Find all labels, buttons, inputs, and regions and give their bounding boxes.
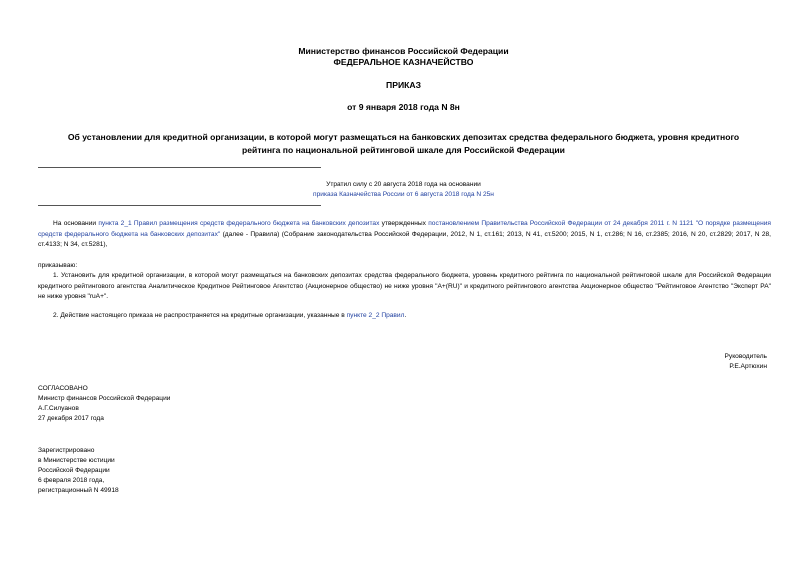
signatory-position: Руководитель	[724, 353, 767, 360]
order-item-2-end: .	[404, 312, 407, 319]
signatory-name: Р.Е.Артюхин	[729, 363, 767, 370]
status-divider	[38, 205, 321, 206]
title-divider	[38, 167, 321, 168]
registration-number: регистрационный N 49918	[38, 487, 119, 494]
status-repeal-link[interactable]: приказа Казначейства России от 6 августа 2018 года N 25н	[313, 191, 494, 198]
rules-point-2-2-link[interactable]: пункте 2_2 Правил	[346, 312, 405, 319]
approval-heading: СОГЛАСОВАНО	[38, 385, 88, 392]
registration-date: 6 февраля 2018 года,	[38, 477, 105, 484]
registration-line-1: Зарегистрировано	[38, 447, 95, 454]
preamble-paragraph	[38, 219, 771, 251]
registration-line-2: в Министерстве юстиции	[38, 457, 115, 464]
approval-name: А.Г.Силуанов	[38, 405, 79, 412]
order-item-1: 1. Установить для кредитной организации, в которой могут размещаться на банковских депозитах средства федерального бюджета, уровень кредитного рейтинга по национальной рейтинговой шкале для Российской Федерации кредитного рейтингового агентства Аналитическое Кредитное Рейтинговое Агентство (Акционерное общество) не ниже уровня "А+(RU)" и кредитного рейтингового агентства Акционерное общество "Рейтинговое Агентство "Эксперт РА" не ниже уровня "ruA+".	[38, 272, 771, 300]
preamble-text-1: На основании	[53, 220, 99, 227]
registration-line-3: Российской Федерации	[38, 467, 110, 474]
document-date-number: от 9 января 2018 года N 8н	[347, 102, 460, 112]
preamble-text-3: (далее - Правила) (Собрание законодательства Российской Федерации, 2012, N 1, ст.161; 2013, N 41, ст.5200; 2015, N 1, ст.286; N 16, ст.2385; 2016, N 20, ст.2829; 2017, N 28, ст.4133; N 34, ст.5281),	[38, 230, 771, 248]
government-resolution-link[interactable]: постановлением Правительства Российской Федерации от 24 декабря 2011 г. N 1121 "О порядке размещения средств федерального бюджета на банковских депозитах"	[38, 220, 771, 238]
rules-point-2-1-link[interactable]: пункта 2_1 Правил размещения средств федерального бюджета на банковских депозитах	[98, 220, 380, 227]
ministry-name: Министерство финансов Российской Федерации	[298, 46, 509, 56]
order-item-2-text: 2. Действие настоящего приказа не распространяется на кредитные организации, указанные в	[53, 312, 347, 319]
treasury-name: ФЕДЕРАЛЬНОЕ КАЗНАЧЕЙСТВО	[333, 57, 474, 67]
document-title-line-2: рейтинга по национальной рейтинговой шкале для Российской Федерации	[242, 145, 565, 155]
document-type: ПРИКАЗ	[386, 80, 421, 90]
order-word: приказываю:	[38, 262, 78, 269]
preamble-text-2: утвержденных	[379, 220, 429, 227]
approval-date: 27 декабря 2017 года	[38, 415, 104, 422]
approval-position: Министр финансов Российской Федерации	[38, 395, 171, 402]
order-item-2	[53, 311, 771, 321]
document-title-line-1: Об установлении для кредитной организации, в которой могут размещаться на банковских депозитах средства федерального бюджета, уровня кредитного	[67, 132, 740, 142]
status-note: Утратил силу с 20 августа 2018 года на основании	[326, 181, 481, 188]
